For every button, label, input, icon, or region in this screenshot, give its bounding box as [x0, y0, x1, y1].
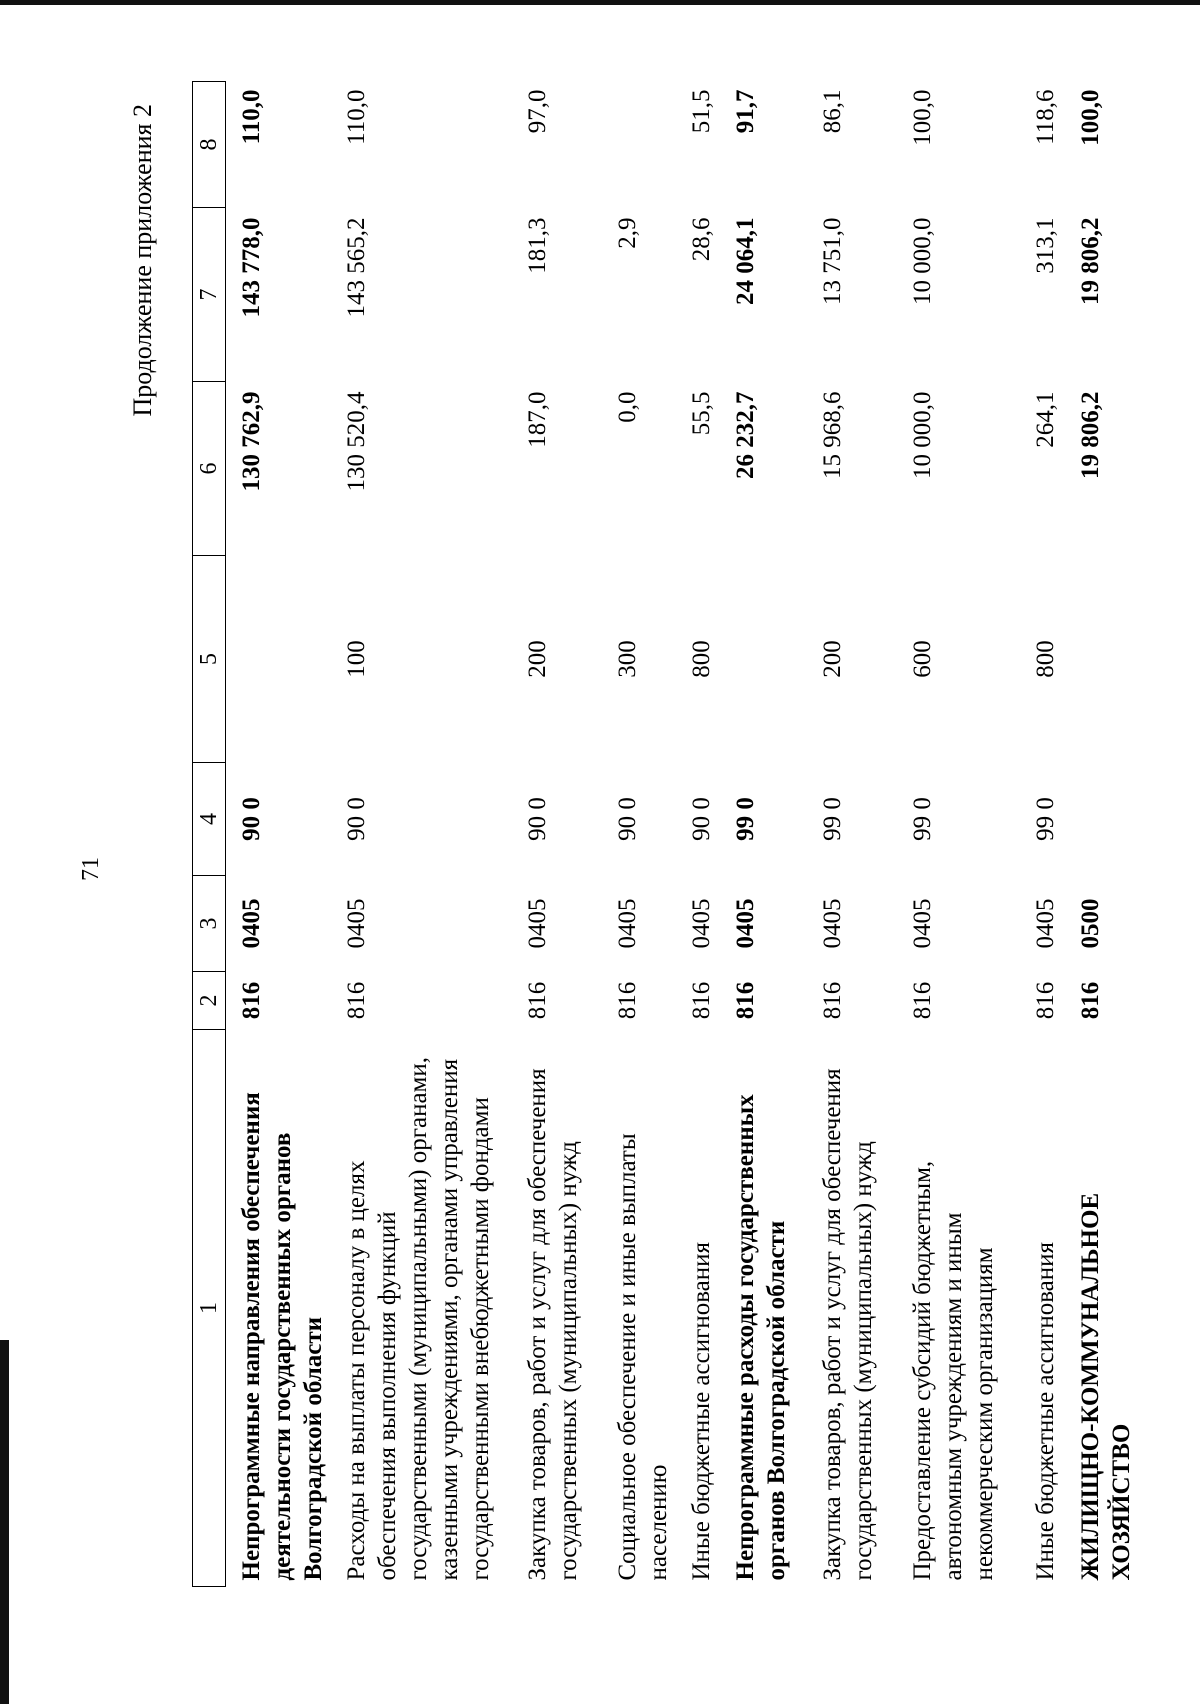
table-row	[674, 82, 717, 1587]
cell-c6: 130 520,4	[343, 391, 370, 492]
col-header-5: 5	[193, 556, 226, 763]
cell-c2: 816	[614, 981, 641, 1020]
cell-c4	[1061, 763, 1137, 876]
cell-c5: 200	[524, 640, 551, 678]
table-row	[584, 82, 674, 1587]
cell-c7: 24 064,1	[732, 217, 759, 305]
cell-c6: 0,0	[614, 391, 641, 423]
row-name: Предоставление субсидий бюджетным, автономным учреждениям и иным некоммерческим организациям	[909, 1160, 998, 1581]
cell-c7: 10 000,0	[909, 217, 936, 305]
row-name: ЖИЛИЩНО-КОММУНАЛЬНОЕ ХОЗЯЙСТВО	[1077, 1192, 1135, 1581]
cell-c5: 100	[343, 640, 370, 678]
cell-c7: 19 806,2	[1077, 217, 1104, 305]
table-row	[1061, 82, 1137, 1587]
cell-c2: 816	[524, 981, 551, 1020]
cell-c8: 97,0	[524, 89, 551, 134]
cell-c6: 15 968,6	[819, 391, 846, 479]
cell-c5: 600	[909, 640, 936, 678]
cell-c4: 90 0	[238, 797, 265, 841]
cell-c3: 0405	[732, 898, 759, 949]
cell-c2: 816	[343, 981, 370, 1020]
col-header-2: 2	[193, 972, 226, 1030]
cell-c3: 0405	[524, 898, 551, 949]
cell-c3: 0500	[1077, 898, 1104, 949]
row-name: Иные бюджетные ассигнования	[1032, 1241, 1059, 1581]
cell-c3: 0405	[819, 898, 846, 949]
cell-c3: 0405	[614, 898, 641, 949]
col-header-4: 4	[193, 763, 226, 876]
table-row	[879, 82, 1000, 1587]
col-header-7: 7	[193, 208, 226, 382]
cell-c4: 99 0	[819, 797, 846, 841]
row-name: Иные бюджетные ассигнования	[688, 1241, 715, 1581]
cell-c6: 26 232,7	[732, 391, 759, 479]
cell-c3: 0405	[238, 898, 265, 949]
cell-c3: 0405	[1032, 898, 1059, 949]
cell-c2: 816	[688, 981, 715, 1020]
cell-c5: 800	[688, 640, 715, 678]
cell-c4: 90 0	[614, 797, 641, 841]
cell-c6: 187,0	[524, 391, 551, 448]
cell-c2: 816	[1032, 981, 1059, 1020]
cell-c8: 51,5	[688, 89, 715, 134]
cell-c8: 118,6	[1032, 89, 1059, 145]
header-row	[193, 82, 226, 1587]
table-row	[1000, 82, 1061, 1587]
cell-c6: 10 000,0	[909, 391, 936, 479]
col-header-8: 8	[193, 82, 226, 208]
cell-c8: 100,0	[909, 89, 936, 146]
cell-c5	[717, 556, 792, 763]
cell-c4: 90 0	[343, 797, 370, 841]
cell-c5: 200	[819, 640, 846, 678]
cell-c3: 0405	[909, 898, 936, 949]
col-header-3: 3	[193, 876, 226, 972]
cell-c7: 13 751,0	[819, 217, 846, 305]
row-name: Расходы на выплаты персоналу в целях обеспечения выполнения функций государственными (муниципальными) органами, казенными учреждениями, органами управления государственными внебюджетными фондами	[343, 1057, 494, 1581]
cell-c4: 99 0	[732, 797, 759, 841]
budget-table	[192, 81, 1137, 1587]
table-row	[329, 82, 496, 1587]
cell-c8	[584, 82, 674, 208]
cell-c7: 313,1	[1032, 217, 1059, 274]
cell-c3: 0405	[688, 898, 715, 949]
cell-c8: 86,1	[819, 89, 846, 134]
continuation-label: Продолжение приложения 2	[128, 104, 157, 417]
cell-c7: 28,6	[688, 217, 715, 262]
cell-c5: 800	[1032, 640, 1059, 678]
row-name: Непрограммные расходы государственных органов Волгоградской области	[732, 1094, 790, 1581]
cell-c6: 130 762,9	[238, 391, 265, 492]
cell-c8: 110,0	[238, 89, 265, 145]
row-name: Закупка товаров, работ и услуг для обеспечения государственных (муниципальных) нужд	[524, 1068, 582, 1581]
table-row	[717, 82, 792, 1587]
cell-c6: 264,1	[1032, 391, 1059, 448]
cell-c4: 90 0	[688, 797, 715, 841]
cell-c2: 816	[1077, 981, 1104, 1020]
cell-c2: 816	[238, 981, 265, 1020]
cell-c5: 300	[614, 640, 641, 678]
row-name: Закупка товаров, работ и услуг для обеспечения государственных (муниципальных) нужд	[819, 1068, 877, 1581]
cell-c4: 99 0	[909, 797, 936, 841]
cell-c7: 143 565,2	[343, 217, 370, 318]
cell-c7: 181,3	[524, 217, 551, 274]
cell-c4: 90 0	[524, 797, 551, 841]
cell-c2: 816	[732, 981, 759, 1020]
cell-c5	[226, 556, 330, 763]
row-name: Непрограммные направления обеспечения деятельности государственных органов Волгоградской области	[238, 1092, 327, 1581]
cell-c7: 2,9	[614, 217, 641, 249]
col-header-1: 1	[193, 1030, 226, 1587]
cell-c3: 0405	[343, 898, 370, 949]
cell-c8: 91,7	[732, 89, 759, 134]
cell-c2: 816	[819, 981, 846, 1020]
col-header-6: 6	[193, 382, 226, 556]
cell-c2: 816	[909, 981, 936, 1020]
page-number: 71	[78, 857, 104, 881]
cell-c4: 99 0	[1032, 797, 1059, 841]
cell-c8: 100,0	[1077, 89, 1104, 146]
cell-c5	[1061, 556, 1137, 763]
cell-c6: 19 806,2	[1077, 391, 1104, 479]
row-name: Социальное обеспечение и иные выплаты населению	[614, 1133, 672, 1581]
table-row	[496, 82, 584, 1587]
table-row	[792, 82, 879, 1587]
cell-c6: 55,5	[688, 391, 715, 436]
table-row	[226, 82, 330, 1587]
cell-c8: 110,0	[343, 89, 370, 145]
cell-c7: 143 778,0	[238, 217, 265, 318]
